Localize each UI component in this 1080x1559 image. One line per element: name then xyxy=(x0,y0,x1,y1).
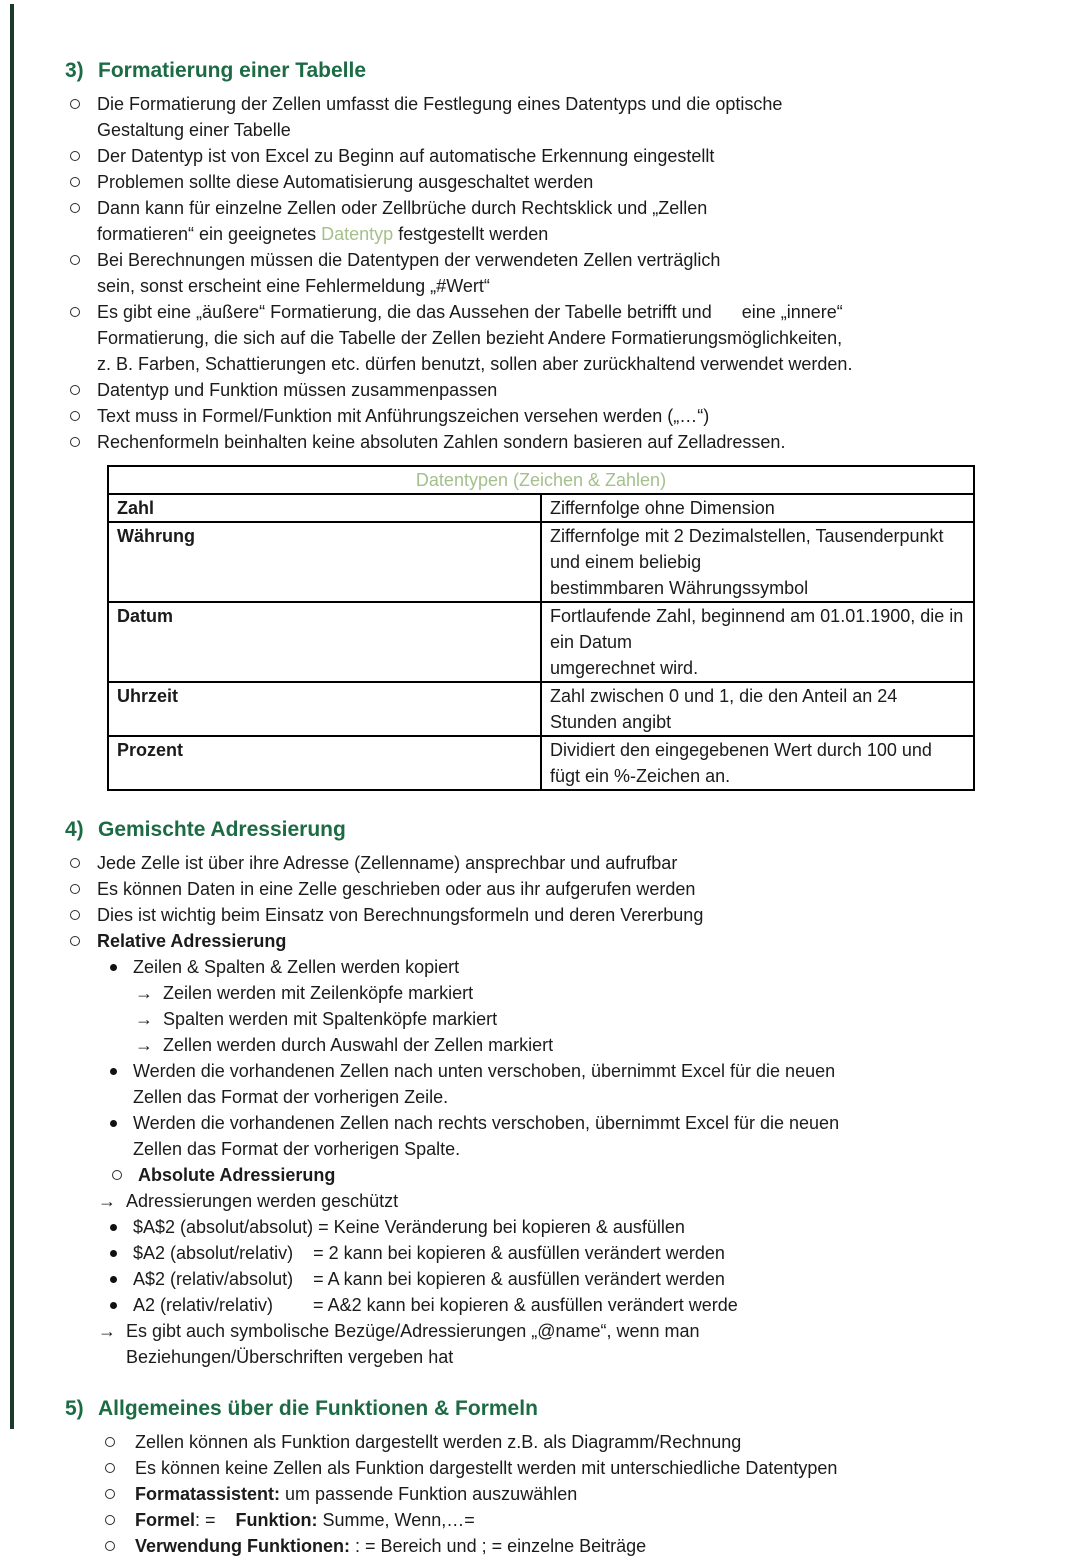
item-text xyxy=(163,1032,1080,1058)
text-segment: A2 (relativ/relativ) = A&2 kann bei kopieren & ausfüllen verändert werde xyxy=(133,1295,738,1315)
item-text xyxy=(97,91,1080,143)
text-segment: Zellen können als Funktion dargestellt werden z.B. als Diagramm/Rechnung xyxy=(135,1432,742,1452)
bullet-marker xyxy=(70,876,97,894)
list-item xyxy=(0,195,1080,247)
text-segment: Text muss in Formel/Funktion mit Anführungszeichen versehen werden („…“) xyxy=(97,406,710,426)
text-line xyxy=(97,928,1080,954)
list-item xyxy=(0,1429,1080,1455)
list-item xyxy=(0,902,1080,928)
dot-bullet-icon xyxy=(110,1068,117,1075)
bullet-marker xyxy=(110,1214,133,1231)
bullet-marker xyxy=(70,195,97,213)
text-segment: $A2 (absolut/relativ) = 2 kann bei kopieren & ausfüllen verändert werden xyxy=(133,1243,725,1263)
circle-bullet-icon xyxy=(70,99,80,109)
heading-title: Allgemeines über die Funktionen & Formeln xyxy=(98,1397,538,1420)
circle-bullet-icon xyxy=(70,910,80,920)
list-item xyxy=(0,429,1080,455)
text-line xyxy=(138,1162,1080,1188)
list-item xyxy=(0,1032,1080,1058)
text-segment: A$2 (relativ/absolut) = A kann bei kopieren & ausfüllen verändert werden xyxy=(133,1269,725,1289)
text-line xyxy=(163,980,1080,1006)
text-line xyxy=(97,377,1080,403)
circle-bullet-icon xyxy=(70,203,80,213)
list-item xyxy=(0,1006,1080,1032)
bullet-marker xyxy=(112,1162,138,1180)
bullet-marker xyxy=(110,954,133,971)
list-item xyxy=(0,1110,1080,1162)
text-line xyxy=(97,902,1080,928)
circle-bullet-icon xyxy=(105,1515,115,1525)
bullet-marker xyxy=(70,91,97,109)
text-segment: Zellen das Format der vorherigen Spalte. xyxy=(133,1139,461,1159)
list-item xyxy=(0,1507,1080,1533)
text-segment: Gestaltung einer Tabelle xyxy=(97,120,291,140)
text-segment: festgestellt werden xyxy=(393,224,549,244)
arrow-icon: → xyxy=(98,1321,116,1341)
item-text xyxy=(97,195,1080,247)
text-line xyxy=(163,1032,1080,1058)
list-item xyxy=(0,1318,1080,1370)
arrow-icon: → xyxy=(135,1009,153,1029)
bullet-marker xyxy=(110,1110,133,1127)
list-item xyxy=(0,1533,1080,1559)
item-text xyxy=(135,1533,1080,1559)
heading-number: 5) xyxy=(65,1397,84,1420)
table-row xyxy=(108,736,974,790)
item-text xyxy=(135,1507,1080,1533)
bullet-marker xyxy=(105,1481,135,1499)
list-item xyxy=(0,1240,1080,1266)
text-line xyxy=(97,247,1080,273)
circle-bullet-icon xyxy=(105,1541,115,1551)
text-segment: Es können Daten in eine Zelle geschrieben oder aus ihr aufgerufen werden xyxy=(97,879,696,899)
section-heading xyxy=(0,1394,1080,1424)
section-heading xyxy=(0,56,1080,86)
text-segment: Datentyp und Funktion müssen zusammenpassen xyxy=(97,380,498,400)
item-text xyxy=(97,169,1080,195)
bullet-marker xyxy=(110,1240,133,1257)
dot-bullet-icon xyxy=(110,1276,117,1283)
item-text xyxy=(133,954,1080,980)
text-line xyxy=(97,351,1080,377)
text-segment: Jede Zelle ist über ihre Adresse (Zellenname) ansprechbar und aufrufbar xyxy=(97,853,678,873)
circle-bullet-icon xyxy=(70,177,80,187)
text-segment: formatieren“ ein geeignetes xyxy=(97,224,322,244)
table-desc-cell xyxy=(541,736,974,790)
text-line xyxy=(133,1266,1080,1292)
table-label-cell: Datum xyxy=(108,602,541,682)
bullet-marker xyxy=(135,980,163,1006)
text-line xyxy=(135,1429,1080,1455)
text-line xyxy=(97,91,1080,117)
dot-bullet-icon xyxy=(110,1120,117,1127)
item-text xyxy=(163,980,1080,1006)
text-line xyxy=(163,1006,1080,1032)
list-item xyxy=(0,1058,1080,1110)
table-desc-cell xyxy=(541,522,974,602)
bullet-marker xyxy=(70,299,97,317)
datentypen-table xyxy=(107,465,975,791)
bullet-marker xyxy=(110,1058,133,1075)
text-line xyxy=(126,1344,1080,1370)
bullet-marker xyxy=(110,1266,133,1283)
heading-number: 3) xyxy=(65,59,84,82)
list-item xyxy=(0,143,1080,169)
text-segment: $A$2 (absolut/absolut) = Keine Veränderung bei kopieren & ausfüllen xyxy=(133,1217,685,1237)
item-text xyxy=(97,299,1080,377)
item-text xyxy=(97,928,1080,954)
item-text xyxy=(97,143,1080,169)
table-desc-line: Dividiert den eingegebenen Wert durch 100 und fügt ein %-Zeichen an. xyxy=(550,740,932,786)
text-segment: Dies ist wichtig beim Einsatz von Berechnungsformeln und deren Vererbung xyxy=(97,905,704,925)
text-segment: Formel xyxy=(135,1510,196,1530)
table-row xyxy=(108,494,974,522)
dot-bullet-icon xyxy=(110,1250,117,1257)
circle-bullet-icon xyxy=(70,858,80,868)
table-label-cell: Uhrzeit xyxy=(108,682,541,736)
circle-bullet-icon xyxy=(70,255,80,265)
list-item xyxy=(0,928,1080,954)
table-desc-cell xyxy=(541,682,974,736)
text-line xyxy=(97,143,1080,169)
text-segment: Funktion: xyxy=(235,1510,318,1530)
circle-bullet-icon xyxy=(112,1170,122,1180)
left-margin-line xyxy=(10,4,14,1429)
bullet-marker xyxy=(105,1455,135,1473)
list-item xyxy=(0,954,1080,980)
text-segment: Rechenformeln beinhalten keine absoluten Zahlen sondern basieren auf Zelladressen. xyxy=(97,432,786,452)
text-segment: Werden die vorhandenen Zellen nach unten verschoben, übernimmt Excel für die neuen xyxy=(133,1061,836,1081)
circle-bullet-icon xyxy=(70,437,80,447)
bullet-marker xyxy=(70,143,97,161)
item-text xyxy=(133,1110,1080,1162)
bullet-marker xyxy=(98,1188,126,1214)
text-segment: : = Bereich und ; = einzelne Beiträge xyxy=(350,1536,647,1556)
list-item xyxy=(0,1188,1080,1214)
item-text xyxy=(97,902,1080,928)
text-line xyxy=(133,954,1080,980)
text-segment: z. B. Farben, Schattierungen etc. dürfen benutzt, sollen aber zurückhaltend verwendet werden. xyxy=(97,354,853,374)
circle-bullet-icon xyxy=(105,1437,115,1447)
text-line xyxy=(133,1058,1080,1084)
text-line xyxy=(97,299,1080,325)
bullet-marker xyxy=(70,169,97,187)
list-item xyxy=(0,1455,1080,1481)
text-line xyxy=(133,1110,1080,1136)
text-segment: Zellen werden durch Auswahl der Zellen markiert xyxy=(163,1035,554,1055)
bullet-marker xyxy=(70,429,97,447)
table-desc-cell xyxy=(541,494,974,522)
table-row xyxy=(108,682,974,736)
text-line xyxy=(97,876,1080,902)
text-segment: Relative Adressierung xyxy=(97,931,287,951)
table-desc-line: Zahl zwischen 0 und 1, die den Anteil an 24 Stunden angibt xyxy=(550,686,898,732)
item-text xyxy=(133,1292,1080,1318)
text-segment: Verwendung Funktionen: xyxy=(135,1536,350,1556)
text-line xyxy=(97,273,1080,299)
text-line xyxy=(97,325,1080,351)
dot-bullet-icon xyxy=(110,1224,117,1231)
list-item xyxy=(0,1214,1080,1240)
text-segment: Formatassistent: xyxy=(135,1484,281,1504)
dot-bullet-icon xyxy=(110,964,117,971)
list-item xyxy=(0,1162,1080,1188)
item-text xyxy=(97,429,1080,455)
table-desc-line: Ziffernfolge mit 2 Dezimalstellen, Tausenderpunkt und einem beliebig xyxy=(550,526,944,572)
text-segment: Es gibt auch symbolische Bezüge/Adressierungen „@name“, wenn man xyxy=(126,1321,700,1341)
text-line xyxy=(133,1084,1080,1110)
circle-bullet-icon xyxy=(70,307,80,317)
item-text xyxy=(133,1058,1080,1110)
bullet-marker xyxy=(70,247,97,265)
bullet-marker xyxy=(135,1032,163,1058)
list-item xyxy=(0,403,1080,429)
text-segment: Bei Berechnungen müssen die Datentypen der verwendeten Zellen verträglich xyxy=(97,250,721,270)
text-line xyxy=(97,195,1080,221)
circle-bullet-icon xyxy=(70,884,80,894)
item-text xyxy=(97,850,1080,876)
bullet-marker xyxy=(135,1006,163,1032)
text-segment: Der Datentyp ist von Excel zu Beginn auf automatische Erkennung eingestellt xyxy=(97,146,715,166)
text-line xyxy=(97,117,1080,143)
item-text xyxy=(97,403,1080,429)
table-desc-line: Fortlaufende Zahl, beginnend am 01.01.1900, die in ein Datum xyxy=(550,606,964,652)
text-line xyxy=(97,429,1080,455)
text-segment: Werden die vorhandenen Zellen nach rechts verschoben, übernimmt Excel für die neuen xyxy=(133,1113,840,1133)
item-text xyxy=(135,1429,1080,1455)
heading-number: 4) xyxy=(65,818,84,841)
text-segment: Zeilen & Spalten & Zellen werden kopiert xyxy=(133,957,460,977)
section-heading xyxy=(0,815,1080,845)
circle-bullet-icon xyxy=(70,151,80,161)
list-item xyxy=(0,169,1080,195)
text-line xyxy=(126,1318,1080,1344)
table-title: Datentypen (Zeichen & Zahlen) xyxy=(108,466,974,494)
list-item xyxy=(0,876,1080,902)
circle-bullet-icon xyxy=(105,1463,115,1473)
item-text xyxy=(97,377,1080,403)
item-text xyxy=(163,1006,1080,1032)
text-line xyxy=(135,1455,1080,1481)
heading-title: Formatierung einer Tabelle xyxy=(98,59,367,82)
text-segment: Absolute Adressierung xyxy=(138,1165,336,1185)
text-line xyxy=(97,850,1080,876)
text-segment: Spalten werden mit Spaltenköpfe markiert xyxy=(163,1009,498,1029)
item-text xyxy=(135,1455,1080,1481)
list-item xyxy=(0,850,1080,876)
arrow-icon: → xyxy=(135,983,153,1003)
item-text xyxy=(126,1188,1080,1214)
table-desc-line: Ziffernfolge ohne Dimension xyxy=(550,498,775,518)
text-line xyxy=(135,1507,1080,1533)
text-segment: Datentyp xyxy=(321,224,394,244)
table-label-cell: Prozent xyxy=(108,736,541,790)
text-line xyxy=(97,221,1080,247)
list-item xyxy=(0,91,1080,143)
bullet-marker xyxy=(105,1507,135,1525)
table-desc-cell xyxy=(541,602,974,682)
item-text xyxy=(133,1214,1080,1240)
table-title-row xyxy=(108,466,974,494)
text-segment: Adressierungen werden geschützt xyxy=(126,1191,399,1211)
bullet-marker xyxy=(70,377,97,395)
text-segment: Beziehungen/Überschriften vergeben hat xyxy=(126,1347,454,1367)
text-segment: Summe, Wenn,…= xyxy=(317,1510,475,1530)
text-line xyxy=(97,403,1080,429)
text-segment: : = xyxy=(195,1510,236,1530)
list-item xyxy=(0,980,1080,1006)
list-item xyxy=(0,377,1080,403)
list-item xyxy=(0,1266,1080,1292)
circle-bullet-icon xyxy=(105,1489,115,1499)
table-label-cell: Zahl xyxy=(108,494,541,522)
item-text xyxy=(126,1318,1080,1370)
item-text xyxy=(138,1162,1080,1188)
text-line xyxy=(133,1292,1080,1318)
bullet-marker xyxy=(105,1429,135,1447)
text-segment: sein, sonst erscheint eine Fehlermeldung „#Wert“ xyxy=(97,276,490,296)
table-row xyxy=(108,602,974,682)
item-text xyxy=(133,1266,1080,1292)
bullet-marker xyxy=(70,403,97,421)
bullet-marker xyxy=(70,928,97,946)
text-segment: Problemen sollte diese Automatisierung ausgeschaltet werden xyxy=(97,172,594,192)
table-row xyxy=(108,522,974,602)
list-item xyxy=(0,299,1080,377)
text-line xyxy=(135,1481,1080,1507)
text-segment: Es können keine Zellen als Funktion dargestellt werden mit unterschiedliche Datentypen xyxy=(135,1458,838,1478)
text-line xyxy=(133,1136,1080,1162)
dot-bullet-icon xyxy=(110,1302,117,1309)
bullet-marker xyxy=(70,902,97,920)
bullet-marker xyxy=(70,850,97,868)
circle-bullet-icon xyxy=(70,936,80,946)
circle-bullet-icon xyxy=(70,411,80,421)
text-segment: Die Formatierung der Zellen umfasst die Festlegung eines Datentyps und die optische xyxy=(97,94,783,114)
item-text xyxy=(97,247,1080,299)
text-line xyxy=(133,1214,1080,1240)
heading-title: Gemischte Adressierung xyxy=(98,818,346,841)
circle-bullet-icon xyxy=(70,385,80,395)
item-text xyxy=(135,1481,1080,1507)
bullet-marker xyxy=(98,1318,126,1344)
text-segment: Zeilen werden mit Zeilenköpfe markiert xyxy=(163,983,474,1003)
text-segment: um passende Funktion auszuwählen xyxy=(280,1484,578,1504)
list-item xyxy=(0,1481,1080,1507)
item-text xyxy=(97,876,1080,902)
text-line xyxy=(135,1533,1080,1559)
text-line xyxy=(133,1240,1080,1266)
bullet-marker xyxy=(105,1533,135,1551)
text-segment: Dann kann für einzelne Zellen oder Zellbrüche durch Rechtsklick und „Zellen xyxy=(97,198,708,218)
arrow-icon: → xyxy=(98,1191,116,1211)
text-segment: Es gibt eine „äußere“ Formatierung, die das Aussehen der Tabelle betrifft und eine „innere“ xyxy=(97,302,843,322)
table-desc-line: bestimmbaren Währungssymbol xyxy=(550,578,809,598)
table-label-cell: Währung xyxy=(108,522,541,602)
list-item xyxy=(0,247,1080,299)
list-item xyxy=(0,1292,1080,1318)
text-segment: Formatierung, die sich auf die Tabelle der Zellen bezieht Andere Formatierungsmöglichkeiten, xyxy=(97,328,843,348)
arrow-icon: → xyxy=(135,1035,153,1055)
text-line xyxy=(97,169,1080,195)
table-desc-line: umgerechnet wird. xyxy=(550,658,699,678)
item-text xyxy=(133,1240,1080,1266)
text-segment: Zellen das Format der vorherigen Zeile. xyxy=(133,1087,449,1107)
bullet-marker xyxy=(110,1292,133,1309)
text-line xyxy=(126,1188,1080,1214)
